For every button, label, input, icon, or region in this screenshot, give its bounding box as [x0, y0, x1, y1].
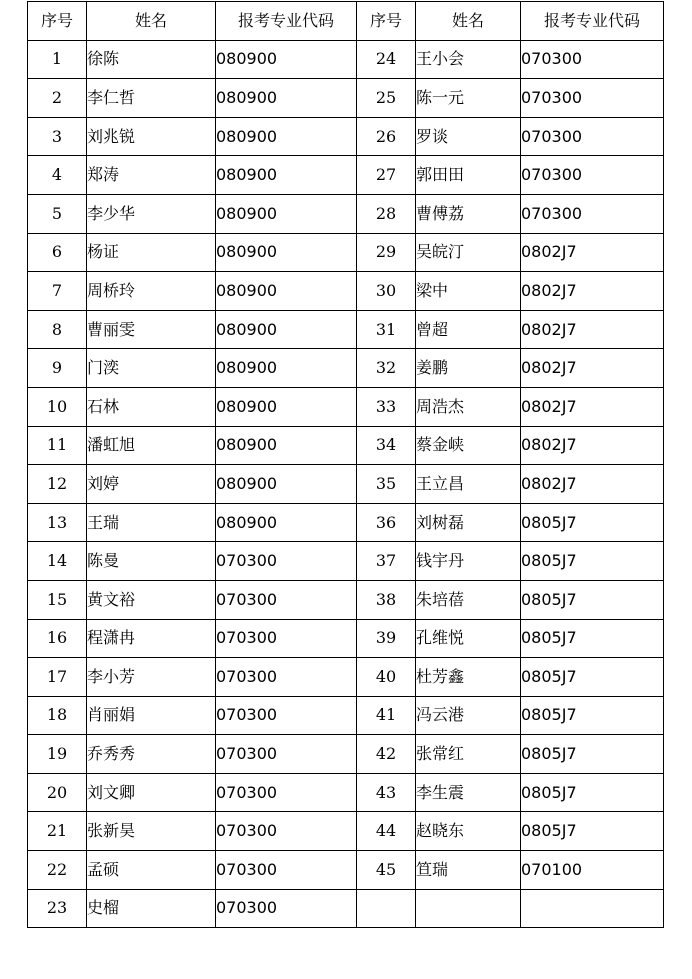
left-code-cell: 070300 [216, 542, 357, 581]
left-name-cell: 程潇冉 [87, 619, 216, 658]
left-name-cell: 郑涛 [87, 156, 216, 195]
right-seq-cell: 31 [357, 310, 416, 349]
roster-table [27, 1, 664, 928]
table-row [28, 79, 664, 118]
left-seq-cell: 10 [28, 387, 87, 426]
right-code-cell: 0802J7 [521, 465, 664, 504]
left-code-cell: 080900 [216, 426, 357, 465]
right-code-cell: 070300 [521, 40, 664, 79]
left-name-cell: 潘虹旭 [87, 426, 216, 465]
left-code-cell: 070300 [216, 580, 357, 619]
right-seq-cell: 44 [357, 812, 416, 851]
right-code-cell: 070300 [521, 156, 664, 195]
left-seq-cell: 15 [28, 580, 87, 619]
right-code-cell: 0805J7 [521, 542, 664, 581]
right-empty-cell [357, 889, 416, 928]
table-row [28, 465, 664, 504]
table-row [28, 735, 664, 774]
left-seq-cell: 4 [28, 156, 87, 195]
table-row [28, 812, 664, 851]
right-seq-cell: 32 [357, 349, 416, 388]
left-name-cell: 陈曼 [87, 542, 216, 581]
table-row [28, 349, 664, 388]
left-seq-cell: 2 [28, 79, 87, 118]
right-code-cell: 070100 [521, 851, 664, 890]
left-code-cell: 080900 [216, 156, 357, 195]
left-name-cell: 杨证 [87, 233, 216, 272]
right-code-cell: 070300 [521, 79, 664, 118]
right-name-cell: 杜芳鑫 [416, 658, 521, 697]
right-empty-cell [416, 889, 521, 928]
right-code-cell: 0805J7 [521, 773, 664, 812]
table-row [28, 619, 664, 658]
table-row [28, 580, 664, 619]
right-seq-cell: 39 [357, 619, 416, 658]
right-name-cell: 姜鹏 [416, 349, 521, 388]
left-seq-cell: 3 [28, 117, 87, 156]
left-name-cell: 乔秀秀 [87, 735, 216, 774]
left-code-cell: 080900 [216, 117, 357, 156]
right-seq-cell: 43 [357, 773, 416, 812]
table-row [28, 194, 664, 233]
table-row [28, 272, 664, 311]
left-seq-cell: 11 [28, 426, 87, 465]
right-name-cell: 朱培蓓 [416, 580, 521, 619]
right-code-cell: 0805J7 [521, 619, 664, 658]
left-code-cell: 080900 [216, 503, 357, 542]
header-row [28, 2, 664, 41]
left-name-cell: 李少华 [87, 194, 216, 233]
left-code-cell: 070300 [216, 812, 357, 851]
right-code-cell: 0805J7 [521, 812, 664, 851]
left-code-cell: 070300 [216, 619, 357, 658]
left-name-cell: 徐陈 [87, 40, 216, 79]
left-name-cell: 孟硕 [87, 851, 216, 890]
table-row [28, 542, 664, 581]
left-seq-cell: 8 [28, 310, 87, 349]
left-name-cell: 门湙 [87, 349, 216, 388]
header-code-left: 报考专业代码 [216, 2, 357, 41]
left-code-cell: 080900 [216, 233, 357, 272]
table-row [28, 426, 664, 465]
right-code-cell: 0802J7 [521, 387, 664, 426]
right-code-cell: 070300 [521, 117, 664, 156]
right-name-cell: 周浩杰 [416, 387, 521, 426]
right-seq-cell: 38 [357, 580, 416, 619]
left-seq-cell: 6 [28, 233, 87, 272]
left-seq-cell: 20 [28, 773, 87, 812]
right-code-cell: 0805J7 [521, 735, 664, 774]
header-name-right: 姓名 [416, 2, 521, 41]
left-code-cell: 080900 [216, 79, 357, 118]
right-code-cell: 0802J7 [521, 233, 664, 272]
right-seq-cell: 33 [357, 387, 416, 426]
right-name-cell: 孔维悦 [416, 619, 521, 658]
right-name-cell: 王小会 [416, 40, 521, 79]
left-code-cell: 070300 [216, 773, 357, 812]
left-seq-cell: 23 [28, 889, 87, 928]
left-name-cell: 王瑞 [87, 503, 216, 542]
table-row [28, 773, 664, 812]
right-code-cell: 0805J7 [521, 658, 664, 697]
left-seq-cell: 18 [28, 696, 87, 735]
left-seq-cell: 12 [28, 465, 87, 504]
right-seq-cell: 34 [357, 426, 416, 465]
right-name-cell: 刘树磊 [416, 503, 521, 542]
left-name-cell: 黄文裕 [87, 580, 216, 619]
left-code-cell: 080900 [216, 310, 357, 349]
right-code-cell: 0802J7 [521, 349, 664, 388]
left-seq-cell: 17 [28, 658, 87, 697]
right-empty-cell [521, 889, 664, 928]
table-row [28, 310, 664, 349]
left-code-cell: 070300 [216, 889, 357, 928]
right-name-cell: 郭田田 [416, 156, 521, 195]
right-seq-cell: 29 [357, 233, 416, 272]
left-seq-cell: 22 [28, 851, 87, 890]
right-seq-cell: 41 [357, 696, 416, 735]
right-name-cell: 冯云港 [416, 696, 521, 735]
right-code-cell: 0805J7 [521, 503, 664, 542]
left-name-cell: 肖丽娟 [87, 696, 216, 735]
left-seq-cell: 9 [28, 349, 87, 388]
right-seq-cell: 42 [357, 735, 416, 774]
right-code-cell: 0805J7 [521, 696, 664, 735]
table-row [28, 696, 664, 735]
left-code-cell: 070300 [216, 658, 357, 697]
right-seq-cell: 28 [357, 194, 416, 233]
left-code-cell: 080900 [216, 349, 357, 388]
left-code-cell: 080900 [216, 40, 357, 79]
right-code-cell: 0802J7 [521, 310, 664, 349]
left-seq-cell: 19 [28, 735, 87, 774]
table-row [28, 889, 664, 928]
left-seq-cell: 13 [28, 503, 87, 542]
left-seq-cell: 21 [28, 812, 87, 851]
header-seq-left: 序号 [28, 2, 87, 41]
right-name-cell: 笪瑞 [416, 851, 521, 890]
header-seq-right: 序号 [357, 2, 416, 41]
right-name-cell: 曹傅荔 [416, 194, 521, 233]
table-row [28, 503, 664, 542]
header-name-left: 姓名 [87, 2, 216, 41]
table-row [28, 233, 664, 272]
right-seq-cell: 35 [357, 465, 416, 504]
right-name-cell: 赵晓东 [416, 812, 521, 851]
left-code-cell: 080900 [216, 465, 357, 504]
right-name-cell: 曾超 [416, 310, 521, 349]
left-seq-cell: 7 [28, 272, 87, 311]
right-seq-cell: 36 [357, 503, 416, 542]
right-name-cell: 吴皖汀 [416, 233, 521, 272]
right-seq-cell: 45 [357, 851, 416, 890]
left-name-cell: 李小芳 [87, 658, 216, 697]
right-name-cell: 钱宇丹 [416, 542, 521, 581]
right-name-cell: 陈一元 [416, 79, 521, 118]
left-name-cell: 周桥玲 [87, 272, 216, 311]
left-code-cell: 080900 [216, 194, 357, 233]
left-code-cell: 070300 [216, 696, 357, 735]
left-seq-cell: 14 [28, 542, 87, 581]
table-row [28, 117, 664, 156]
left-name-cell: 张新昊 [87, 812, 216, 851]
table-row [28, 851, 664, 890]
table-row [28, 387, 664, 426]
left-seq-cell: 1 [28, 40, 87, 79]
right-name-cell: 李生震 [416, 773, 521, 812]
right-code-cell: 0805J7 [521, 580, 664, 619]
left-name-cell: 曹丽雯 [87, 310, 216, 349]
right-name-cell: 罗谈 [416, 117, 521, 156]
right-seq-cell: 24 [357, 40, 416, 79]
left-name-cell: 刘文卿 [87, 773, 216, 812]
right-name-cell: 蔡金峡 [416, 426, 521, 465]
left-name-cell: 刘婷 [87, 465, 216, 504]
left-seq-cell: 16 [28, 619, 87, 658]
right-code-cell: 0802J7 [521, 426, 664, 465]
right-code-cell: 070300 [521, 194, 664, 233]
right-name-cell: 王立昌 [416, 465, 521, 504]
left-name-cell: 史榴 [87, 889, 216, 928]
right-seq-cell: 40 [357, 658, 416, 697]
left-code-cell: 080900 [216, 272, 357, 311]
table-row [28, 156, 664, 195]
right-seq-cell: 26 [357, 117, 416, 156]
left-seq-cell: 5 [28, 194, 87, 233]
left-name-cell: 刘兆锐 [87, 117, 216, 156]
right-seq-cell: 37 [357, 542, 416, 581]
table-row [28, 658, 664, 697]
right-seq-cell: 30 [357, 272, 416, 311]
left-code-cell: 070300 [216, 851, 357, 890]
left-code-cell: 080900 [216, 387, 357, 426]
left-name-cell: 石林 [87, 387, 216, 426]
header-code-right: 报考专业代码 [521, 2, 664, 41]
right-name-cell: 梁中 [416, 272, 521, 311]
left-code-cell: 070300 [216, 735, 357, 774]
right-code-cell: 0802J7 [521, 272, 664, 311]
right-seq-cell: 25 [357, 79, 416, 118]
table-row [28, 40, 664, 79]
right-name-cell: 张常红 [416, 735, 521, 774]
left-name-cell: 李仁哲 [87, 79, 216, 118]
right-seq-cell: 27 [357, 156, 416, 195]
